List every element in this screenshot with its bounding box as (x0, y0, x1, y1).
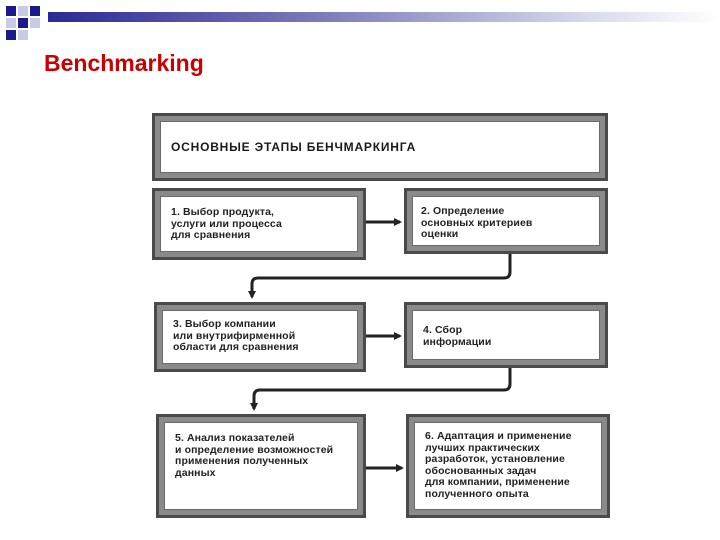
arrow-step2-to-step3 (252, 254, 510, 297)
step-line: 3. Выбор компании (173, 318, 276, 330)
step-line: информации (423, 335, 492, 348)
slide-title: Benchmarking (44, 50, 204, 76)
step-line: 1. Выбор продукта, (171, 206, 275, 218)
step-line: оценки (421, 228, 459, 240)
step-line: полученного опыта (425, 487, 529, 500)
step-line: данных (175, 466, 216, 479)
step-line: услуги или процесса (171, 217, 282, 230)
step-line: 2. Определение (421, 205, 505, 217)
step-line: 4. Сбор (423, 324, 463, 336)
step-line: разработок, установление (425, 453, 565, 465)
step-line: применения полученных (175, 455, 309, 467)
step-line: 6. Адаптация и применение (425, 430, 572, 442)
step-line: или внутрифирменной (173, 329, 296, 342)
step-line: и определение возможностей (175, 443, 334, 456)
step-line: обоснованных задач (425, 464, 537, 477)
step-line: для сравнения (171, 229, 251, 241)
step-line: основных критериев (421, 216, 533, 229)
step-line: для компании, применение (425, 476, 570, 488)
step-line: лучших практических (425, 441, 540, 454)
step-line: 5. Анализ показателей (175, 432, 295, 444)
diagram-header-text: ОСНОВНЫЕ ЭТАПЫ БЕНЧМАРКИНГА (171, 140, 417, 154)
step-line: области для сравнения (173, 341, 299, 353)
arrow-step4-to-step5 (254, 368, 510, 409)
